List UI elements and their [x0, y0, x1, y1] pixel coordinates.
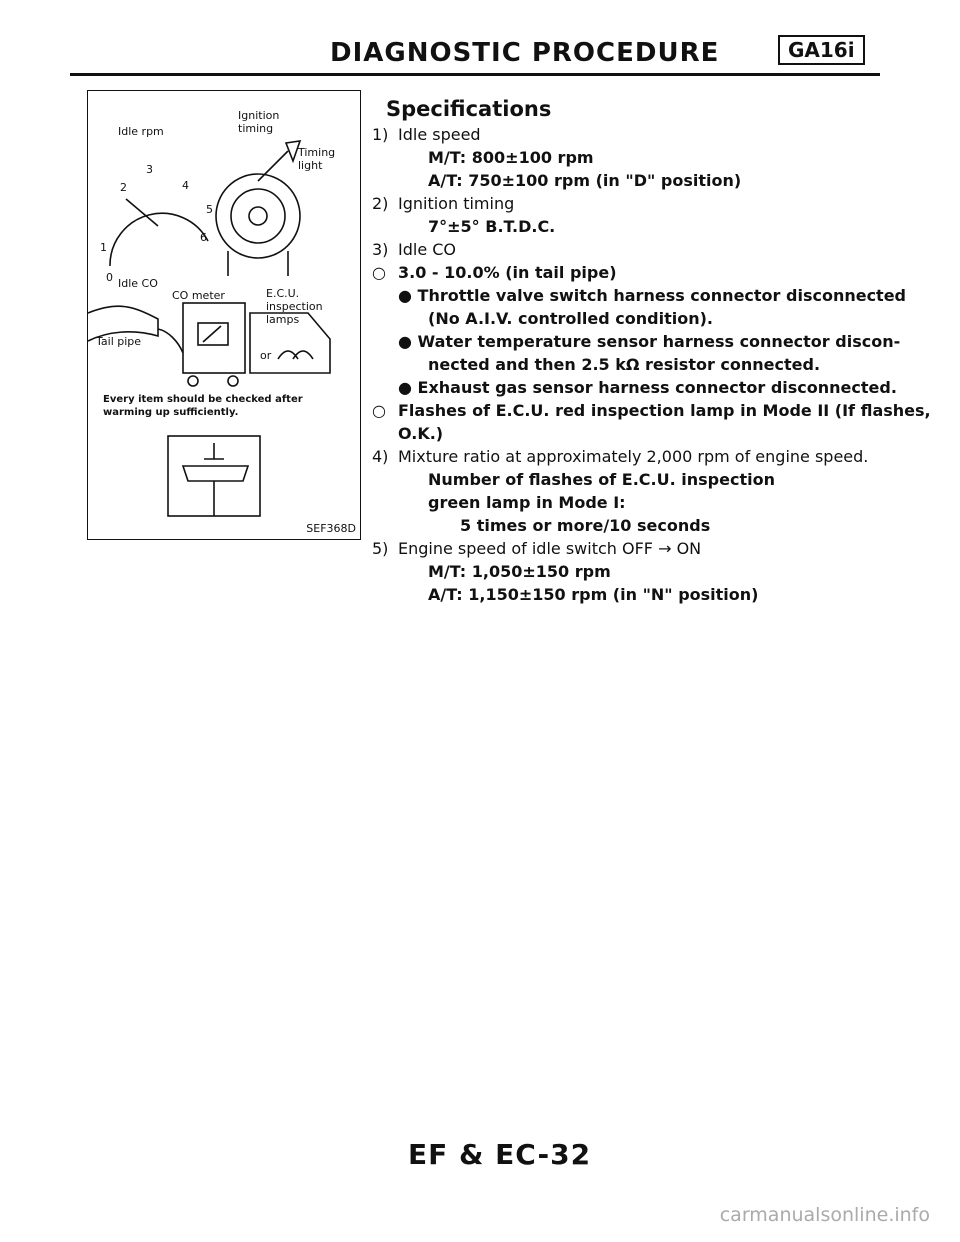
spec-line — [372, 215, 892, 238]
spec-line-text: ● Throttle valve switch harness connector disconnected — [398, 286, 907, 305]
spec-line-text: M/T: 800±100 rpm — [428, 148, 594, 167]
spec-line-text: 3.0 - 10.0% (in tail pipe) — [398, 263, 617, 282]
spec-line-text: Mixture ratio at approximately 2,000 rpm of engine speed. — [398, 447, 869, 466]
or-label: or — [260, 349, 272, 362]
idle-co-label: Idle CO — [118, 277, 158, 290]
spec-line-text: O.K.) — [398, 424, 444, 443]
spec-line-text: Ignition timing — [398, 194, 515, 213]
spec-line — [372, 261, 892, 284]
tach-needle — [126, 199, 158, 226]
spec-line — [372, 353, 892, 376]
spec-line-number: 4) — [372, 447, 389, 466]
spec-line-text: A/T: 750±100 rpm (in "D" position) — [428, 171, 742, 190]
gauge-tick-5: 5 — [206, 203, 213, 216]
idle-rpm-label: Idle rpm — [118, 125, 164, 138]
header-rule — [70, 73, 880, 76]
tail-pipe-label: Tail pipe — [96, 335, 142, 348]
spec-line — [372, 422, 892, 445]
spec-line — [372, 583, 892, 606]
spec-line-number: ○ — [372, 263, 386, 282]
spec-lines — [372, 123, 931, 606]
diagnostic-figure — [87, 90, 361, 540]
spec-line-text: Idle speed — [398, 125, 481, 144]
spec-line — [372, 123, 892, 146]
spec-line-text: Number of flashes of E.C.U. inspection — [428, 470, 775, 489]
spec-line-number: 1) — [372, 125, 389, 144]
spec-line — [372, 169, 892, 192]
spec-line-number: 2) — [372, 194, 389, 213]
ecu-label: E.C.U. inspection lamps — [266, 287, 323, 326]
spec-line — [372, 330, 901, 353]
gauge-tick-4: 4 — [182, 179, 189, 192]
gauge-tick-3: 3 — [146, 163, 153, 176]
watermark: carmanualsonline.info — [719, 1204, 930, 1226]
spec-line-text: 7°±5° B.T.D.C. — [428, 217, 556, 236]
spec-line-number: 3) — [372, 240, 389, 259]
gauge-tick-2: 2 — [120, 181, 127, 194]
figure-note: Every item should be checked after warming up sufficiently. — [103, 394, 303, 418]
spec-line — [372, 445, 892, 468]
spec-line — [372, 468, 892, 491]
gauge-tick-0: 0 — [106, 271, 113, 284]
crank-pulley — [216, 174, 300, 258]
spec-line — [372, 192, 892, 215]
timing-light-label: Timing light — [298, 146, 336, 172]
spec-line-text: A/T: 1,150±150 rpm (in "N" position) — [428, 585, 759, 604]
spec-line — [372, 514, 892, 537]
gauge-tick-6: 6 — [200, 231, 207, 244]
gauge-tick-1: 1 — [100, 241, 107, 254]
spec-line — [372, 560, 892, 583]
specifications-heading: Specifications — [386, 97, 552, 121]
tach-gauge-arc — [110, 213, 208, 266]
spec-line-text: M/T: 1,050±150 rpm — [428, 562, 611, 581]
spec-line — [372, 376, 897, 399]
spec-line — [372, 146, 892, 169]
spec-line-text: 5 times or more/10 seconds — [460, 516, 711, 535]
spec-line-text: (No A.I.V. controlled condition). — [428, 309, 713, 328]
spec-line-text: Idle CO — [398, 240, 457, 259]
spec-line-text: nected and then 2.5 kΩ resistor connected. — [428, 355, 821, 374]
co-meter-label: CO meter — [172, 289, 225, 302]
spec-line — [372, 238, 892, 261]
page-title: DIAGNOSTIC PROCEDURE — [330, 38, 720, 68]
spec-line-text: ● Water temperature sensor harness connector discon- — [398, 332, 901, 351]
figure-code: SEF368D — [306, 522, 356, 535]
co-meter — [183, 303, 245, 373]
spec-line-number: ○ — [372, 401, 386, 420]
page-number: EF & EC-32 — [408, 1138, 592, 1171]
spec-line — [372, 307, 892, 330]
spec-line — [372, 399, 931, 422]
specifications-section — [372, 97, 931, 606]
spec-line-text: Engine speed of idle switch OFF → ON — [398, 539, 702, 558]
spec-line — [372, 284, 907, 307]
spec-line — [372, 491, 892, 514]
model-badge: GA16i — [778, 35, 865, 65]
spec-line-number: 5) — [372, 539, 389, 558]
spec-line-text: Flashes of E.C.U. red inspection lamp in Mode II (If flashes, — [398, 401, 931, 420]
spec-line-text: green lamp in Mode I: — [428, 493, 626, 512]
ignition-timing-label: Ignition timing — [238, 109, 280, 135]
spec-line-text: ● Exhaust gas sensor harness connector disconnected. — [398, 378, 897, 397]
spec-line — [372, 537, 892, 560]
